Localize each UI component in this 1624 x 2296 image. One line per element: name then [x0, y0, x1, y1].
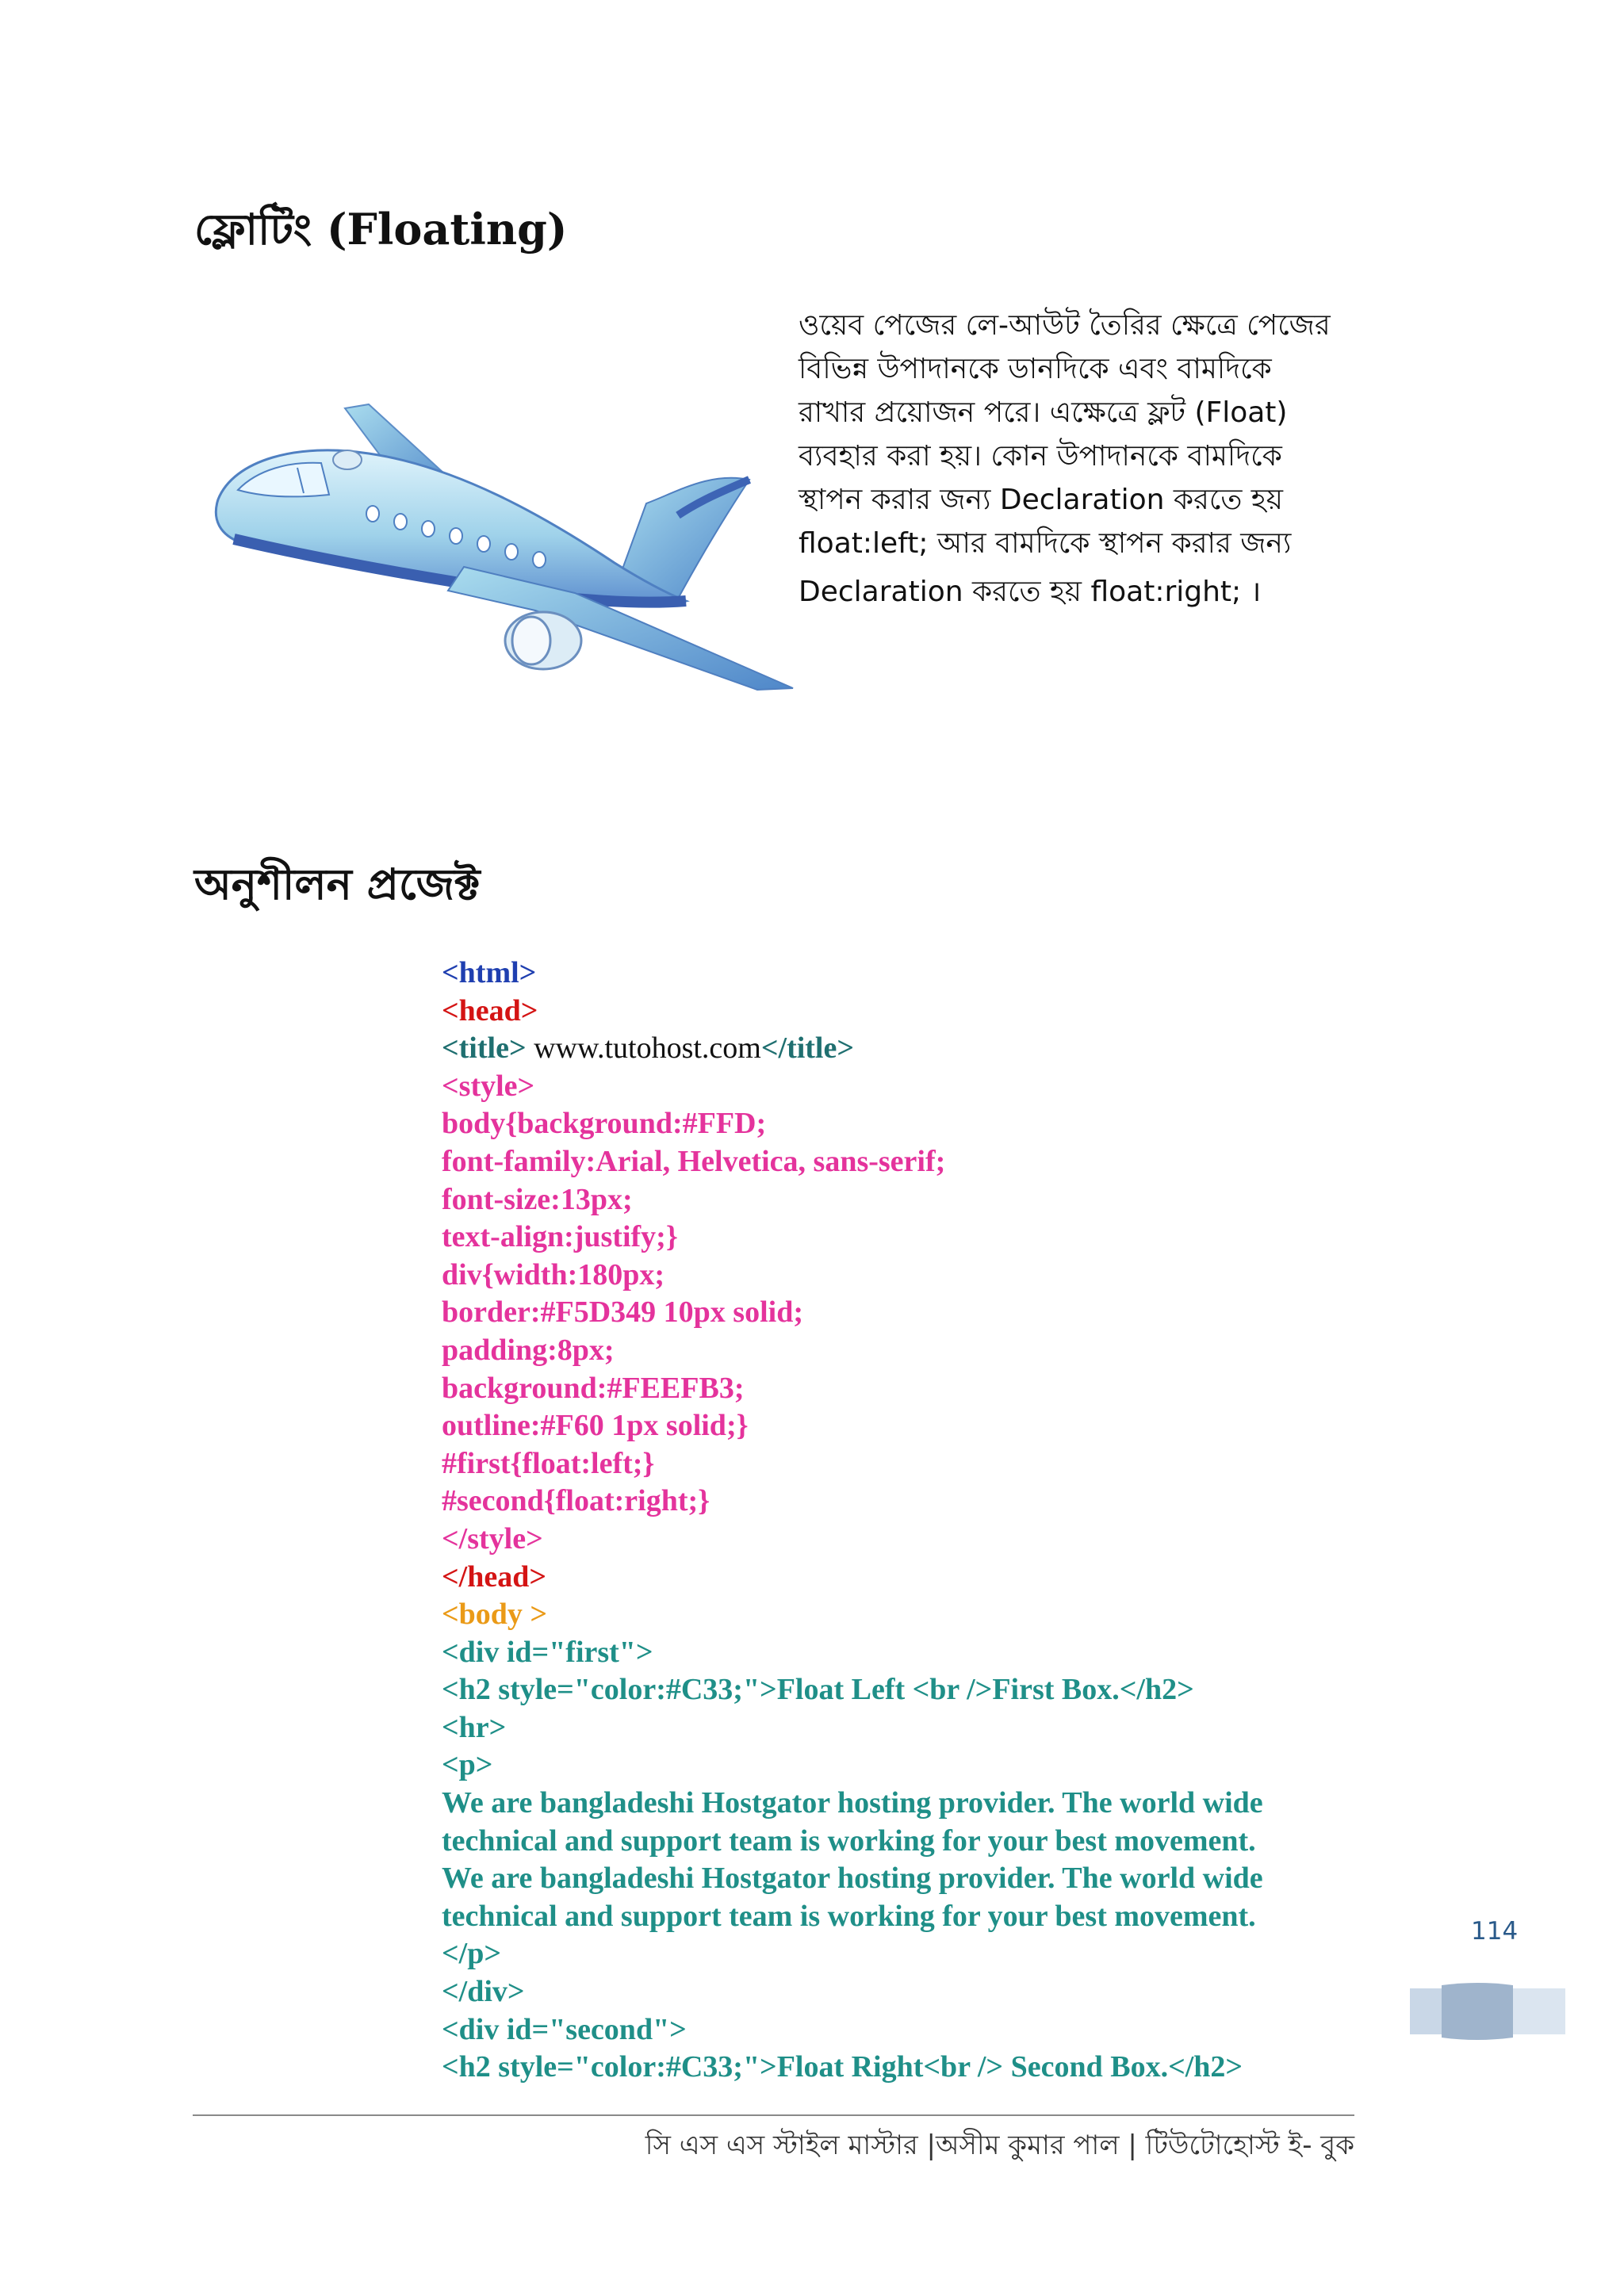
paragraph-line: ব্যবহার করা হয়। কোন উপাদানকে বামদিকে: [799, 440, 1282, 473]
section-title-practice-project: অনুশীলন প্রজেক্ট: [194, 859, 481, 909]
code-line: technical and support team is working for your best movement.: [442, 1823, 1256, 1858]
section-title-floating: ফ্লোটিং (Floating): [194, 204, 568, 254]
code-line: text-align:justify;}: [442, 1220, 678, 1254]
code-token: www.tutohost.com: [526, 1031, 761, 1066]
code-line: <style>: [442, 1069, 535, 1103]
footer-divider: [193, 2114, 1354, 2116]
floating-description: [799, 304, 1354, 614]
code-line: font-size:13px;: [442, 1182, 633, 1216]
code-line: <hr>: [442, 1710, 507, 1744]
code-line: div{width:180px;: [442, 1257, 665, 1292]
code-line: background:#FEEFB3;: [442, 1371, 745, 1405]
code-line: <head>: [442, 993, 538, 1027]
page-number: 114: [1471, 1917, 1519, 1946]
code-line: #first{float:left;}: [442, 1446, 655, 1480]
code-token: </title>: [760, 1031, 855, 1066]
paragraph-line: বিভিন্ন উপাদানকে ডানদিকে এবং বামদিকে: [799, 353, 1272, 385]
paragraph-line: float:left; আর বামদিকে স্থাপন করার জন্য: [799, 527, 1292, 560]
airplane-illustration: [202, 396, 805, 706]
code-line: outline:#F60 1px solid;}: [442, 1409, 749, 1443]
paragraph-line: Declaration করতে হয় float:right; ।: [799, 576, 1262, 608]
paragraph-line: ওয়েব পেজের লে-আউট তৈরির ক্ষেত্রে পেজের: [799, 309, 1331, 342]
code-line: </head>: [442, 1559, 546, 1594]
code-line: <body >: [442, 1598, 548, 1632]
code-token: <title>: [442, 1031, 527, 1066]
code-line: [442, 1030, 1263, 1068]
code-line: technical and support team is working for your best movement.: [442, 1899, 1256, 1933]
code-listing: [442, 955, 1263, 2087]
code-line: body{background:#FFD;: [442, 1107, 767, 1141]
code-line: <div id="first">: [442, 1635, 653, 1669]
code-line: font-family:Arial, Helvetica, sans-serif;: [442, 1144, 946, 1178]
code-line: <p>: [442, 1748, 493, 1782]
code-line: <h2 style="color:#C33;">Float Left <br />First Box.</h2>: [442, 1673, 1194, 1707]
code-line: We are bangladeshi Hostgator hosting provider. The world wide: [442, 1862, 1263, 1896]
code-line: #second{float:right;}: [442, 1484, 710, 1518]
code-line: We are bangladeshi Hostgator hosting provider. The world wide: [442, 1786, 1263, 1820]
code-line: <html>: [442, 956, 537, 989]
footer-text: সি এস এস স্টাইল মাস্টার |অসীম কুমার পাল | টিউটোহোস্ট ই- বুক: [645, 2130, 1354, 2161]
code-line: <h2 style="color:#C33;">Float Right<br /> Second Box.</h2>: [442, 2050, 1243, 2084]
paragraph-line: স্থাপন করার জন্য Declaration করতে হয়: [799, 484, 1283, 516]
code-line: </p>: [442, 1937, 501, 1971]
code-line: </style>: [442, 1521, 543, 1556]
code-line: padding:8px;: [442, 1333, 615, 1367]
code-line: <div id="second">: [442, 2012, 687, 2046]
page-tab-decoration: [1410, 1982, 1565, 2041]
code-line: border:#F5D349 10px solid;: [442, 1295, 803, 1330]
paragraph-line: রাখার প্রয়োজন পরে। এক্ষেত্রে ফ্লট (Float): [799, 396, 1288, 429]
code-line: </div>: [442, 1975, 525, 2009]
